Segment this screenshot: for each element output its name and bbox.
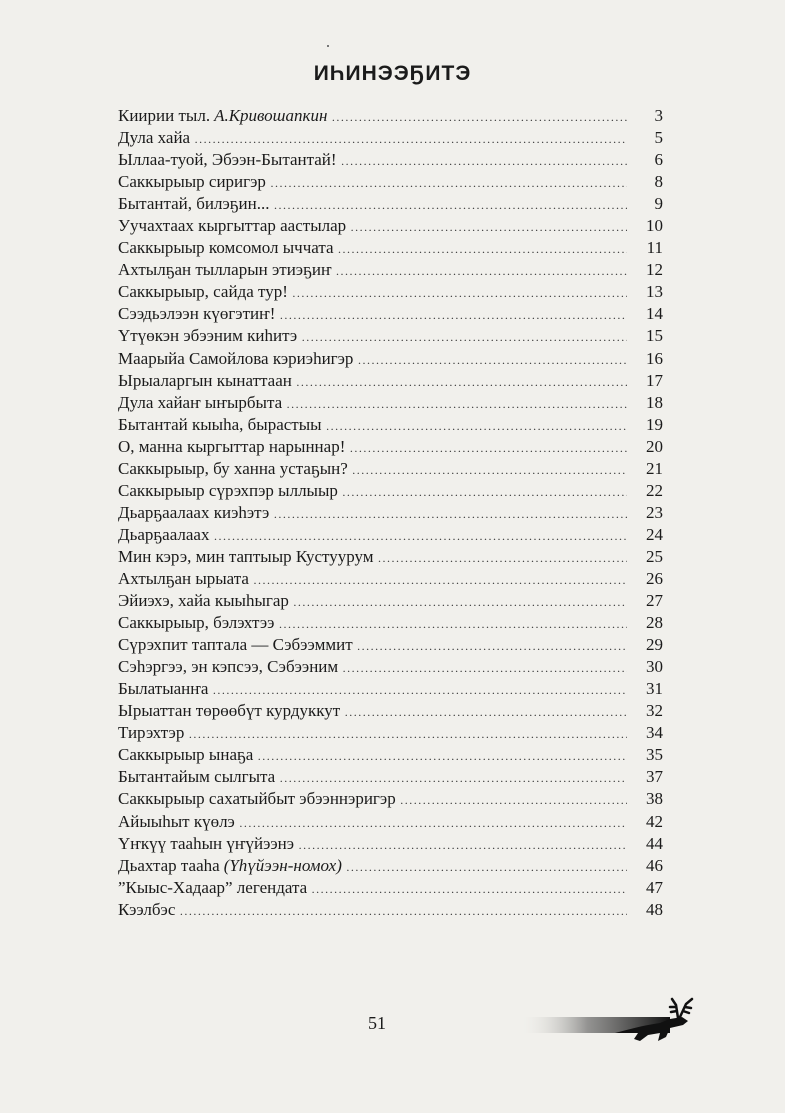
- toc-entry: [118, 480, 663, 502]
- toc-entry-name: Саккырыыр, сайда тур!: [118, 282, 288, 302]
- toc-entry-name: О, манна кыргыттар нарыннар!: [118, 436, 346, 456]
- toc-entry-page: 35: [646, 745, 663, 765]
- reindeer-emblem-icon: [520, 995, 705, 1045]
- toc-entry-page: 16: [646, 348, 663, 368]
- toc-entry-title: [118, 171, 627, 193]
- toc-entry-page: 30: [646, 657, 663, 677]
- toc-entry-name: Кээлбэс: [118, 899, 176, 919]
- toc-entry-title: [118, 392, 627, 414]
- toc-entry: [118, 612, 663, 634]
- toc-entry-title: [118, 436, 627, 458]
- toc-entry-page: 14: [646, 304, 663, 324]
- toc-entry-title: [118, 722, 627, 744]
- toc-entry-title: [118, 656, 627, 678]
- toc-entry-title: [118, 877, 627, 899]
- toc-entry-name: Бытантай, билэҕин...: [118, 194, 270, 214]
- toc-entry-name: Дьахтар тааһа: [118, 855, 220, 875]
- toc-entry: [118, 105, 663, 127]
- toc-entry-title: [118, 612, 627, 634]
- toc-entry: [118, 788, 663, 810]
- toc-entry-title: [118, 634, 627, 656]
- toc-entry: [118, 325, 663, 347]
- toc-entry: [118, 259, 663, 281]
- toc-entry: [118, 634, 663, 656]
- toc-entry-title: [118, 193, 627, 215]
- toc-entry: [118, 877, 663, 899]
- toc-entry-name: Ахтылҕан тылларын этиэҕиҥ: [118, 260, 332, 280]
- toc-entry-name: Ахтылҕан ырыата: [118, 568, 249, 588]
- toc-entry-title: [118, 414, 627, 436]
- toc-entry-name: Саккырыыр сиригэр: [118, 172, 266, 192]
- toc-entry: [118, 899, 663, 921]
- toc-entry: [118, 502, 663, 524]
- toc-entry-name: Үҥкүү тааһын үҥүйээнэ: [118, 833, 295, 853]
- toc-entry-name: Дула хайаҥ ыҥырбыта: [118, 392, 283, 412]
- toc-entry-title: [118, 744, 627, 766]
- toc-entry-page: 34: [646, 723, 663, 743]
- toc-entry-title: [118, 546, 627, 568]
- toc-entry-title: [118, 237, 627, 259]
- toc-entry-title: [118, 568, 627, 590]
- toc-entry-page: 19: [646, 414, 663, 434]
- toc-entry-page: 18: [646, 392, 663, 412]
- toc-entry-title: [118, 678, 627, 700]
- toc-entry: [118, 193, 663, 215]
- toc-entry-page: 20: [646, 436, 663, 456]
- toc-entry-name: Саккырыыр сахатыйбыт эбээннэригэр: [118, 789, 396, 809]
- toc-entry-name: ”Кыыс-Хадаар” легендата: [118, 877, 308, 897]
- toc-entry-name: Мин кэрэ, мин таптыыр Кустуурум: [118, 546, 374, 566]
- toc-entry: [118, 458, 663, 480]
- toc-entry-page: 28: [646, 613, 663, 633]
- toc-entry: [118, 568, 663, 590]
- toc-entry-page: 37: [646, 767, 663, 787]
- toc-entry: [118, 766, 663, 788]
- toc-entry: [118, 237, 663, 259]
- toc-entry: [118, 392, 663, 414]
- toc-entry-page: 27: [646, 591, 663, 611]
- toc-entry: [118, 833, 663, 855]
- toc-entry-name: Саккырыыр ынаҕа: [118, 745, 254, 765]
- page-title: ИҺИНЭЭҔИТЭ: [313, 62, 472, 85]
- toc-entry-name: Айыыһыт күөлэ: [118, 811, 235, 831]
- toc-entry-page: 38: [646, 789, 663, 809]
- toc-entry-title: [118, 458, 627, 480]
- toc-entry-title: [118, 700, 627, 722]
- toc-entry-page: 31: [646, 679, 663, 699]
- toc-entry: [118, 744, 663, 766]
- toc-entry-page: 48: [646, 899, 663, 919]
- toc-entry: [118, 281, 663, 303]
- toc-entry-name: Дьарҕаалаах киэһэтэ: [118, 502, 270, 522]
- toc-entry-name: Маарыйа Самойлова кэриэһигэр: [118, 348, 354, 368]
- toc-entry-title: [118, 899, 627, 921]
- toc-entry-name: Киирии тыл.: [118, 106, 211, 125]
- toc-entry-title: [118, 105, 627, 127]
- toc-entry-name: Бытантайым сылгыта: [118, 767, 276, 787]
- toc-entry-page: 3: [654, 106, 663, 125]
- toc-entry-title: [118, 149, 627, 171]
- toc-entry-title: [118, 348, 627, 370]
- toc-entry-title: [118, 811, 627, 833]
- toc-entry-name: Былатыанҥа: [118, 679, 209, 699]
- toc-entry-page: 6: [654, 150, 663, 170]
- toc-entry-name: Дьарҕаалаах: [118, 524, 210, 544]
- toc-entry-title: [118, 855, 627, 877]
- toc-entry-author: А.Кривошапкин: [214, 106, 328, 125]
- toc-entry: [118, 303, 663, 325]
- table-of-contents: [118, 105, 663, 921]
- toc-entry-name: Уучахтаах кыргыттар аастылар: [118, 216, 347, 236]
- toc-entry-page: 11: [646, 238, 663, 258]
- toc-entry-page: 9: [654, 194, 663, 214]
- toc-entry: [118, 590, 663, 612]
- toc-entry: [118, 855, 663, 877]
- toc-entry-page: 26: [646, 568, 663, 588]
- toc-entry-name: Эйиэхэ, хайа кыыһыгар: [118, 591, 289, 611]
- toc-entry-page: 12: [646, 260, 663, 280]
- toc-entry-page: 13: [646, 282, 663, 302]
- toc-entry-page: 23: [646, 502, 663, 522]
- toc-entry-title: [118, 590, 627, 612]
- toc-entry: [118, 436, 663, 458]
- toc-entry-page: 32: [646, 701, 663, 721]
- toc-entry: [118, 546, 663, 568]
- toc-entry-name: Сээдьэлээн күөгэтиҥ!: [118, 304, 276, 324]
- toc-entry-name: Ыллаа-туой, Эбээн-Бытантай!: [118, 150, 337, 170]
- toc-entry-page: 25: [646, 546, 663, 566]
- toc-entry-page: 21: [646, 458, 663, 478]
- toc-entry-title: [118, 370, 627, 392]
- toc-entry: [118, 215, 663, 237]
- toc-entry-author: (Үһүйээн-номох): [223, 855, 342, 875]
- toc-entry-title: [118, 303, 627, 325]
- toc-entry-title: [118, 502, 627, 524]
- toc-entry-name: Саккырыыр сүрэхпэр ыллыыр: [118, 480, 338, 500]
- toc-entry-name: Сэһэргээ, эн кэпсээ, Сэбээним: [118, 657, 339, 677]
- toc-entry-page: 42: [646, 811, 663, 831]
- toc-entry-title: [118, 325, 627, 347]
- toc-entry-title: [118, 766, 627, 788]
- toc-entry-name: Ырыаларгын кынаттаан: [118, 370, 292, 390]
- toc-entry-page: 5: [654, 128, 663, 148]
- toc-entry-name: Дула хайа: [118, 128, 191, 148]
- toc-entry-title: [118, 215, 627, 237]
- page-number: 51: [368, 1013, 386, 1033]
- toc-entry-name: Ырыаттан төрөөбүт курдуккут: [118, 701, 341, 721]
- print-speck: [327, 45, 329, 47]
- toc-entry-page: 17: [646, 370, 663, 390]
- toc-entry-page: 10: [646, 216, 663, 236]
- toc-entry: [118, 127, 663, 149]
- toc-entry-title: [118, 127, 627, 149]
- toc-entry-title: [118, 833, 627, 855]
- toc-entry-title: [118, 259, 627, 281]
- toc-entry-name: Тирэхтэр: [118, 723, 185, 743]
- toc-entry-name: Саккырыыр комсомол ыччата: [118, 238, 334, 258]
- toc-entry: [118, 656, 663, 678]
- toc-entry: [118, 524, 663, 546]
- toc-entry-page: 29: [646, 635, 663, 655]
- toc-entry-page: 46: [646, 855, 663, 875]
- toc-entry-page: 8: [654, 172, 663, 192]
- toc-entry: [118, 414, 663, 436]
- toc-entry: [118, 370, 663, 392]
- toc-entry-name: Сүрэхпит таптала — Сэбээммит: [118, 635, 353, 655]
- toc-entry-title: [118, 281, 627, 303]
- toc-entry-name: Саккырыыр, бэлэхтээ: [118, 613, 275, 633]
- toc-entry: [118, 811, 663, 833]
- toc-entry: [118, 171, 663, 193]
- toc-entry: [118, 149, 663, 171]
- toc-entry: [118, 700, 663, 722]
- toc-entry-page: 24: [646, 524, 663, 544]
- toc-entry-name: Бытантай кыыһа, бырастыы: [118, 414, 322, 434]
- toc-entry-title: [118, 788, 627, 810]
- toc-entry-page: 47: [646, 877, 663, 897]
- toc-entry-title: [118, 524, 627, 546]
- toc-entry: [118, 678, 663, 700]
- toc-entry-title: [118, 480, 627, 502]
- toc-entry: [118, 722, 663, 744]
- toc-entry-name: Саккырыыр, бу ханна устаҕын?: [118, 458, 348, 478]
- toc-entry-page: 44: [646, 833, 663, 853]
- toc-entry-page: 15: [646, 326, 663, 346]
- toc-entry-page: 22: [646, 480, 663, 500]
- toc-entry: [118, 348, 663, 370]
- toc-entry-name: Үтүөкэн эбээним киһитэ: [118, 326, 298, 346]
